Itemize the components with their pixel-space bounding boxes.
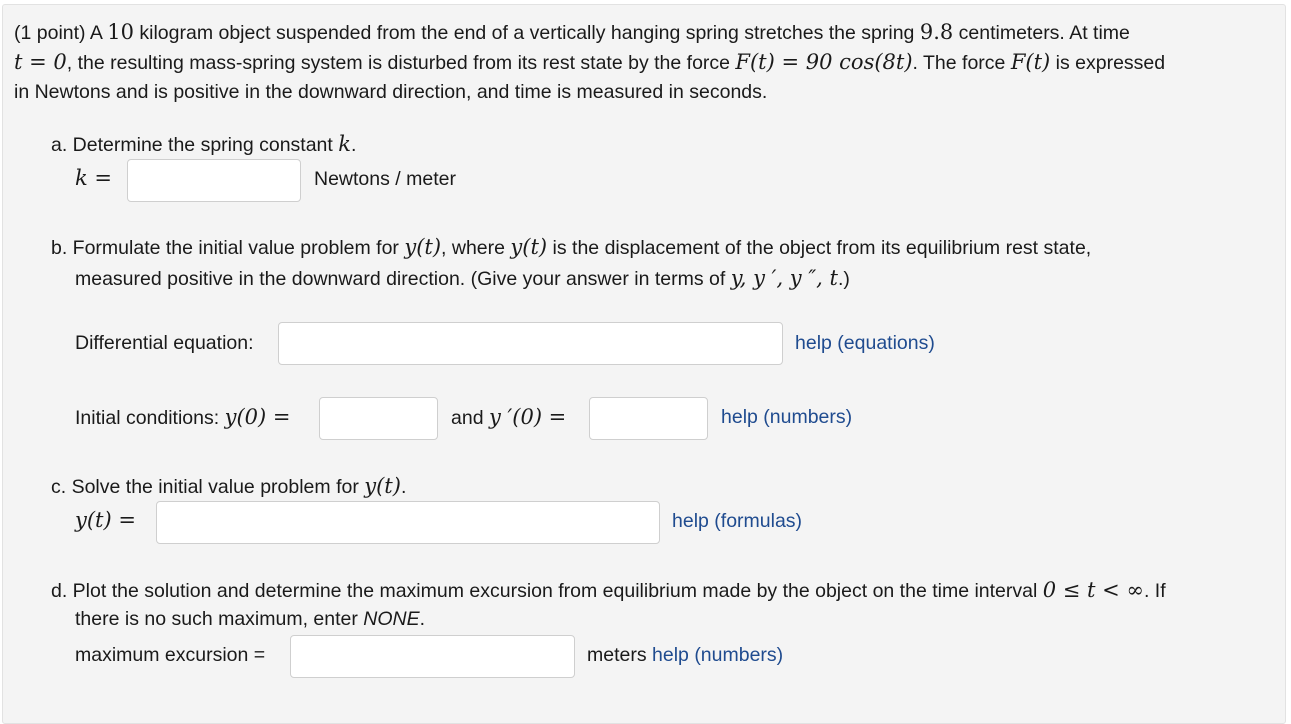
- variables-math: y, y ′, y ″, t: [730, 266, 838, 290]
- interval-math: 0 ≤ t < ∞: [1042, 578, 1144, 602]
- intro-text: is expressed: [1050, 52, 1166, 74]
- help-numbers-link[interactable]: help (numbers): [721, 406, 853, 428]
- part-b-prompt-line1: b. Formulate the initial value problem for y(t), where y(t) is the displacement of the object from its equilibrium rest state,: [51, 235, 1092, 259]
- time-zero-math: t = 0: [14, 50, 67, 74]
- force-expression: F(t) = 90 cos(8t): [735, 50, 913, 74]
- initial-conditions-label: Initial conditions: y(0) =: [75, 405, 291, 429]
- help-formulas-link[interactable]: help (formulas): [672, 510, 803, 532]
- max-excursion-units-and-help: [587, 644, 783, 667]
- spring-constant-input[interactable]: [127, 159, 301, 202]
- part-d-prompt-line1: d. Plot the solution and determine the maximum excursion from equilibrium made by the object on the time interval 0 ≤ t < ∞. If: [51, 578, 1166, 602]
- stretch-value: 9.8: [919, 20, 954, 44]
- part-c-lhs: y(t) =: [75, 508, 136, 532]
- differential-equation-input[interactable]: [278, 322, 783, 365]
- part-b-prompt-line2: measured positive in the downward direction. (Give your answer in terms of y, y ′, y ″, t.): [75, 266, 850, 290]
- initial-velocity-input[interactable]: [589, 397, 708, 440]
- max-excursion-units: meters: [587, 644, 647, 666]
- mass-value: 10: [107, 20, 134, 44]
- problem-intro-line3: [14, 81, 767, 104]
- problem-intro-line2: [14, 50, 1165, 75]
- initial-velocity-label: and y ′(0) =: [451, 405, 567, 429]
- none-keyword: NONE: [363, 608, 420, 630]
- max-excursion-input[interactable]: [290, 635, 575, 678]
- part-a-prompt: a. Determine the spring constant k.: [51, 132, 357, 156]
- part-d-prompt-line2: there is no such maximum, enter NONE.: [75, 608, 426, 630]
- max-excursion-label: maximum excursion =: [75, 644, 266, 666]
- intro-text: in Newtons and is positive in the downward direction, and time is measured in seconds.: [14, 81, 768, 103]
- intro-text: kilogram object suspended from the end of a vertically hanging spring stretches the spring: [133, 22, 920, 44]
- part-a-lhs: k =: [75, 166, 112, 190]
- intro-text: (1 point) A: [14, 22, 108, 44]
- yt-math: y(t): [364, 474, 401, 498]
- y0-math: y(0) =: [224, 405, 291, 429]
- yt-math: y(t): [404, 235, 442, 259]
- help-numbers-link[interactable]: help (numbers): [652, 644, 784, 666]
- spring-constant-var: k: [338, 132, 351, 156]
- intro-text: , the resulting mass-spring system is disturbed from its rest state by the force: [66, 52, 736, 74]
- part-c-prompt: c. Solve the initial value problem for y(t).: [51, 474, 407, 498]
- force-name: F(t): [1010, 50, 1051, 74]
- spring-constant-units: Newtons / meter: [314, 168, 456, 190]
- problem-intro-line1: [14, 20, 1130, 45]
- help-equations-link[interactable]: help (equations): [795, 332, 935, 354]
- differential-equation-label: Differential equation:: [75, 332, 254, 354]
- solution-input[interactable]: [156, 501, 660, 544]
- yt-math: y(t): [510, 235, 548, 259]
- intro-text: . The force: [912, 52, 1011, 74]
- initial-position-input[interactable]: [319, 397, 438, 440]
- yprime0-math: y ′(0) =: [488, 405, 567, 429]
- intro-text: centimeters. At time: [953, 22, 1130, 44]
